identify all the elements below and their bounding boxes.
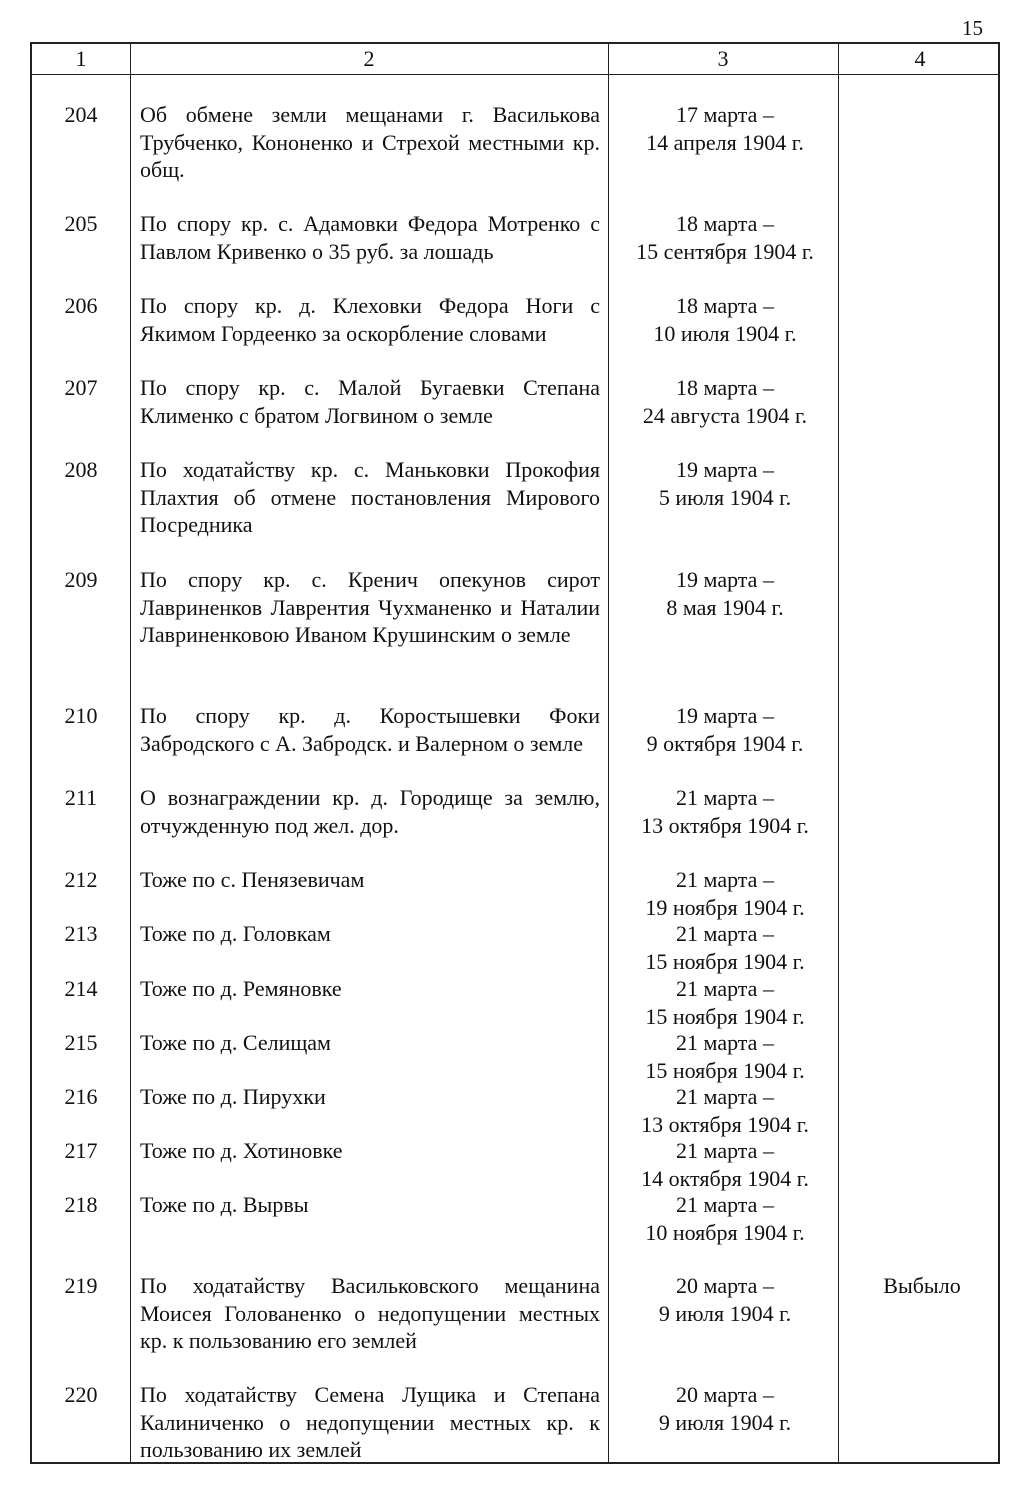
row-description: По ходатайству Семена Лущика и Степана Калиниченко о недопущении местных кр. к пользованию их землей [140, 1382, 600, 1462]
row-dates [610, 1272, 840, 1327]
row-note: Выбыло [883, 1273, 961, 1298]
row-number: 216 [64, 1084, 98, 1109]
row-description: По ходатайству кр. с. Маньковки Прокофия Плахтия об отмене постановления Мирового Посредника [140, 457, 600, 537]
date-end: 15 ноября 1904 г. [645, 1057, 805, 1083]
column-header-1: 1 [75, 46, 87, 71]
date-end: 9 июля 1904 г. [658, 1300, 792, 1326]
row-number: 213 [64, 921, 98, 946]
date-end: 5 июля 1904 г. [658, 484, 792, 510]
date-end: 24 августа 1904 г. [642, 402, 808, 428]
row-dates [610, 101, 840, 156]
row-description: По спору кр. д. Клеховки Федора Ноги с Якимом Гордеенко за оскорбление словами [140, 293, 600, 346]
date-start: 20 марта – [676, 1273, 774, 1298]
date-start: 20 марта – [676, 1382, 774, 1407]
row-number: 208 [64, 457, 98, 482]
row-number: 217 [64, 1138, 98, 1163]
column-divider [130, 44, 131, 1462]
row-description: Об обмене земли мещанами г. Василькова Трубченко, Кононенко и Стрехой местными кр. общ. [140, 102, 600, 182]
date-start: 21 марта – [676, 867, 774, 892]
row-dates [610, 1137, 840, 1192]
row-number: 212 [64, 867, 98, 892]
date-start: 21 марта – [676, 976, 774, 1001]
row-dates [610, 784, 840, 839]
date-start: 19 марта – [676, 567, 774, 592]
column-header-3: 3 [717, 46, 729, 71]
row-dates [610, 702, 840, 757]
page-number: 15 [962, 16, 983, 40]
date-end: 8 мая 1904 г. [666, 594, 784, 620]
row-description: Тоже по д. Хотиновке [140, 1138, 343, 1163]
column-header-2: 2 [363, 46, 375, 71]
row-description: По спору кр. с. Адамовки Федора Мотренко с Павлом Кривенко о 35 руб. за лошадь [140, 211, 600, 264]
date-end: 15 сентября 1904 г. [636, 238, 814, 264]
date-start: 21 марта – [676, 785, 774, 810]
row-number: 206 [64, 293, 98, 318]
row-number: 205 [64, 211, 98, 236]
date-end: 9 июля 1904 г. [658, 1409, 792, 1435]
row-number: 207 [64, 375, 98, 400]
row-description: Тоже по д. Ремяновке [140, 976, 342, 1001]
date-end: 15 ноября 1904 г. [645, 948, 805, 974]
row-dates [610, 210, 840, 265]
date-end: 10 июля 1904 г. [653, 320, 797, 346]
header-divider [32, 74, 998, 75]
row-dates [610, 374, 840, 429]
row-number: 220 [64, 1382, 98, 1407]
row-dates [610, 1191, 840, 1246]
row-number: 211 [64, 785, 98, 810]
row-dates [610, 975, 840, 1030]
date-start: 18 марта – [676, 211, 774, 236]
date-end: 15 ноября 1904 г. [645, 1003, 805, 1029]
row-dates [610, 456, 840, 511]
date-start: 21 марта – [676, 1192, 774, 1217]
row-number: 215 [64, 1030, 98, 1055]
row-description: Тоже по д. Селищам [140, 1030, 331, 1055]
date-end: 9 октября 1904 г. [646, 730, 804, 756]
row-number: 209 [64, 567, 98, 592]
date-start: 19 марта – [676, 703, 774, 728]
row-number: 210 [64, 703, 98, 728]
date-end: 19 ноября 1904 г. [645, 894, 805, 920]
row-number: 214 [64, 976, 98, 1001]
column-header-4: 4 [914, 46, 926, 71]
row-description: Тоже по с. Пенязевичам [140, 867, 365, 892]
date-start: 19 марта – [676, 457, 774, 482]
row-dates [610, 566, 840, 621]
row-dates [610, 866, 840, 921]
row-number: 204 [64, 102, 98, 127]
date-end: 13 октября 1904 г. [641, 1111, 809, 1137]
row-description: По спору кр. с. Малой Бугаевки Степана Клименко с братом Логвином о земле [140, 375, 600, 428]
row-description: По спору кр. с. Кренич опекунов сирот Лавриненков Лаврентия Чухманенко и Наталии Лавриненковою Иваном Крушинским о земле [140, 567, 600, 647]
row-dates [610, 1029, 840, 1084]
date-start: 17 марта – [676, 102, 774, 127]
date-end: 13 октября 1904 г. [641, 812, 809, 838]
date-start: 21 марта – [676, 921, 774, 946]
row-dates [610, 920, 840, 975]
date-end: 14 апреля 1904 г. [646, 129, 804, 155]
date-start: 21 марта – [676, 1084, 774, 1109]
archive-table [30, 42, 1000, 1464]
row-dates [610, 1083, 840, 1138]
date-start: 18 марта – [676, 375, 774, 400]
date-end: 14 октября 1904 г. [641, 1165, 809, 1191]
row-description: Тоже по д. Вырвы [140, 1192, 309, 1217]
row-description: По спору кр. д. Коростышевки Фоки Забродского с А. Забродск. и Валерном о земле [140, 703, 600, 756]
row-description: Тоже по д. Головкам [140, 921, 331, 946]
date-start: 21 марта – [676, 1030, 774, 1055]
row-dates [610, 1381, 840, 1436]
row-description: О вознаграждении кр. д. Городище за землю, отчужденную под жел. дор. [140, 785, 600, 838]
row-description: Тоже по д. Пирухки [140, 1084, 326, 1109]
row-description: По ходатайству Васильковского мещанина Моисея Голованенко о недопущении местных кр. к пользованию его землей [140, 1273, 600, 1353]
date-start: 18 марта – [676, 293, 774, 318]
date-start: 21 марта – [676, 1138, 774, 1163]
date-end: 10 ноября 1904 г. [645, 1219, 805, 1245]
row-number: 219 [64, 1273, 98, 1298]
column-divider [608, 44, 609, 1462]
row-number: 218 [64, 1192, 98, 1217]
row-dates [610, 292, 840, 347]
